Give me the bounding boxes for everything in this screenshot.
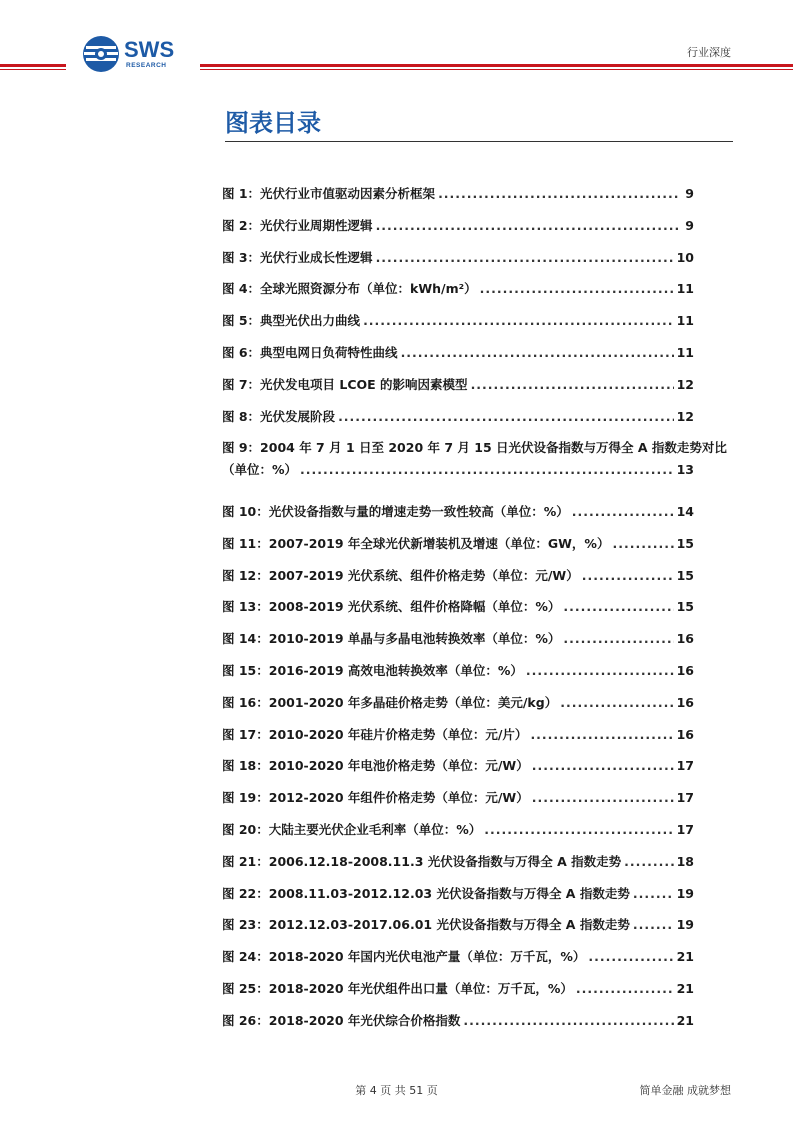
toc-entry[interactable] — [222, 1011, 694, 1043]
leader-dots — [338, 409, 674, 424]
toc-entry-label: 图 24：2018-2020 年国内光伏电池产量（单位：万千瓦，%） — [222, 949, 586, 965]
toc-entry[interactable] — [222, 947, 694, 979]
leader-dots — [572, 504, 674, 519]
toc-entry[interactable] — [222, 820, 694, 852]
toc-entry-label: 图 10：光伏设备指数与量的增速走势一致性较高（单位：%） — [222, 503, 569, 519]
toc-entry-label: 图 6：典型电网日负荷特性曲线 — [222, 344, 398, 360]
toc-entry-label: 图 16：2001-2020 年多晶硅价格走势（单位：美元/kg） — [222, 694, 558, 710]
toc-entry-label: 图 7：光伏发电项目 LCOE 的影响因素模型 — [222, 376, 468, 392]
toc-entry[interactable] — [222, 884, 694, 916]
toc-entry-label: 图 23：2012.12.03-2017.06.01 光伏设备指数与万得全 A 指数走势 — [222, 917, 630, 933]
leader-dots — [526, 663, 674, 678]
toc-entry[interactable] — [222, 534, 694, 566]
leader-dots — [532, 790, 674, 805]
toc-entry-label: 图 1：光伏行业市值驱动因素分析框架 — [222, 186, 436, 201]
toc-entry-label: 图 9：2004 年 7 月 1 日至 2020 年 7 月 15 日光伏设备指数与万得全 A 指数走势对比 — [222, 440, 727, 456]
toc-entry[interactable] — [222, 566, 694, 598]
toc-entry[interactable] — [222, 375, 694, 407]
toc-entry[interactable] — [222, 597, 694, 629]
toc-entry-label: 图 19：2012-2020 年组件价格走势（单位：元/W） — [222, 790, 529, 806]
toc-entry[interactable] — [222, 629, 694, 661]
toc-entry[interactable] — [222, 248, 694, 280]
toc-entry[interactable] — [222, 438, 727, 502]
toc-entry[interactable] — [222, 693, 694, 725]
toc-entry-page: 19 — [676, 885, 694, 901]
toc-entry-page: 15 — [676, 535, 694, 551]
toc-entry-page: 16 — [676, 694, 694, 710]
toc-entry-label: 图 3：光伏行业成长性逻辑 — [222, 249, 373, 265]
leader-dots — [463, 1013, 673, 1028]
toc-entry-label: 图 11：2007-2019 年全球光伏新增装机及增速（单位：GW，%） — [222, 535, 610, 551]
title-divider — [225, 141, 733, 142]
toc-entry-page: 11 — [676, 344, 694, 360]
toc-entry-page: 19 — [676, 917, 694, 933]
toc-entry-label: 图 12：2007-2019 光伏系统、组件价格走势（单位：元/W） — [222, 567, 579, 583]
leader-dots — [376, 218, 679, 233]
leader-dots — [582, 568, 674, 583]
toc-entry[interactable] — [222, 216, 694, 248]
toc-entry-page: 13 — [676, 462, 694, 478]
leader-dots — [530, 727, 673, 742]
toc-entry-label: 图 14：2010-2019 单晶与多晶电池转换效率（单位：%） — [222, 631, 561, 647]
toc-entry[interactable] — [222, 915, 694, 947]
leader-dots — [624, 854, 673, 869]
sws-logo — [82, 35, 192, 75]
toc-entry-page: 21 — [676, 1012, 694, 1028]
toc-entry-page: 16 — [676, 662, 694, 678]
toc-entry-label: 图 15：2016-2019 高效电池转换效率（单位：%） — [222, 662, 523, 678]
toc-entry-label: 图 8：光伏发展阶段 — [222, 408, 336, 424]
toc-entry-label: 图 21：2006.12.18-2008.11.3 光伏设备指数与万得全 A 指数走势 — [222, 853, 622, 869]
toc-entry-page: 15 — [676, 567, 694, 583]
leader-dots — [480, 281, 674, 296]
leader-dots — [532, 758, 674, 773]
leader-dots — [633, 917, 674, 932]
toc-entry[interactable] — [222, 979, 694, 1011]
toc-entry[interactable] — [222, 725, 694, 757]
report-type-label: 行业深度 — [687, 46, 731, 59]
header-rule-right — [200, 64, 793, 67]
leader-dots — [376, 250, 674, 265]
leader-dots — [576, 981, 674, 996]
toc-entry-label: 图 26：2018-2020 年光伏综合价格指数 — [222, 1012, 461, 1028]
toc-entry-page: 21 — [676, 949, 694, 965]
toc-entry[interactable] — [222, 407, 694, 439]
footer-slogan: 简单金融 成就梦想 — [639, 1084, 731, 1097]
leader-dots — [471, 377, 674, 392]
page-number: 第 4 页 共 51 页 — [355, 1084, 438, 1097]
header-rule-left — [0, 64, 66, 67]
toc-entry[interactable] — [222, 502, 694, 534]
toc-entry-label: 图 2：光伏行业周期性逻辑 — [222, 217, 373, 233]
toc-entry-page: 17 — [676, 821, 694, 837]
leader-dots — [363, 313, 674, 328]
toc-entry-page: 16 — [676, 631, 694, 647]
toc-entry-page: 17 — [676, 758, 694, 774]
toc-entry-page: 12 — [676, 408, 694, 424]
toc-entry[interactable] — [222, 788, 694, 820]
leader-dots — [300, 462, 674, 477]
toc-entry-label: 图 4：全球光照资源分布（单位：kWh/m²） — [222, 281, 477, 297]
leader-dots — [588, 949, 673, 964]
leader-dots — [563, 631, 673, 646]
sws-logo-icon — [82, 35, 120, 73]
toc-entry-page: 18 — [676, 853, 694, 869]
toc-entry-label: 图 25：2018-2020 年光伏组件出口量（单位：万千瓦，%） — [222, 980, 573, 996]
toc-entry-page: 12 — [676, 376, 694, 392]
leader-dots — [633, 886, 674, 901]
toc-entry[interactable] — [222, 756, 694, 788]
toc-entry-page: 17 — [676, 790, 694, 806]
toc-entry-page: 10 — [676, 249, 694, 265]
header-rule-left-thin — [0, 69, 66, 70]
toc-entry-label: 图 13：2008-2019 光伏系统、组件价格降幅（单位：%） — [222, 599, 561, 615]
logo-text: SWS — [124, 37, 175, 62]
toc-entry-label: 图 5：典型光伏出力曲线 — [222, 313, 361, 329]
toc-entry-page: 16 — [676, 726, 694, 742]
toc-entry[interactable] — [222, 184, 694, 216]
toc-entry-page: 9 — [685, 217, 694, 233]
leader-dots — [484, 822, 673, 837]
toc-entry-label: 图 20：大陆主要光伏企业毛利率（单位：%） — [222, 821, 482, 837]
logo-subtext: RESEARCH — [126, 62, 167, 69]
toc-entry-label: 图 18：2010-2020 年电池价格走势（单位：元/W） — [222, 758, 529, 774]
toc-entry-label-cont: （单位：%） — [222, 462, 298, 478]
toc-entry[interactable] — [222, 311, 694, 343]
toc-entry-page: 9 — [685, 186, 694, 201]
toc-entry[interactable] — [222, 661, 694, 693]
leader-dots — [560, 695, 673, 710]
toc-entry-label: 图 17：2010-2020 年硅片价格走势（单位：元/片） — [222, 726, 528, 742]
page-title: 图表目录 — [225, 109, 321, 137]
toc-entry-page: 11 — [676, 281, 694, 297]
toc-entry-page: 15 — [676, 599, 694, 615]
toc-entry-page: 14 — [676, 503, 694, 519]
toc-entry-page: 11 — [676, 313, 694, 329]
header-rule-right-thin — [200, 69, 793, 70]
leader-dots — [612, 536, 673, 551]
toc-entry[interactable] — [222, 279, 694, 311]
table-of-figures — [222, 184, 727, 1043]
toc-entry-page: 21 — [676, 980, 694, 996]
toc-entry[interactable] — [222, 852, 694, 884]
leader-dots — [438, 186, 679, 201]
toc-entry-label: 图 22：2008.11.03-2012.12.03 光伏设备指数与万得全 A 指数走势 — [222, 885, 630, 901]
leader-dots — [563, 599, 673, 614]
leader-dots — [401, 345, 674, 360]
toc-entry[interactable] — [222, 343, 694, 375]
